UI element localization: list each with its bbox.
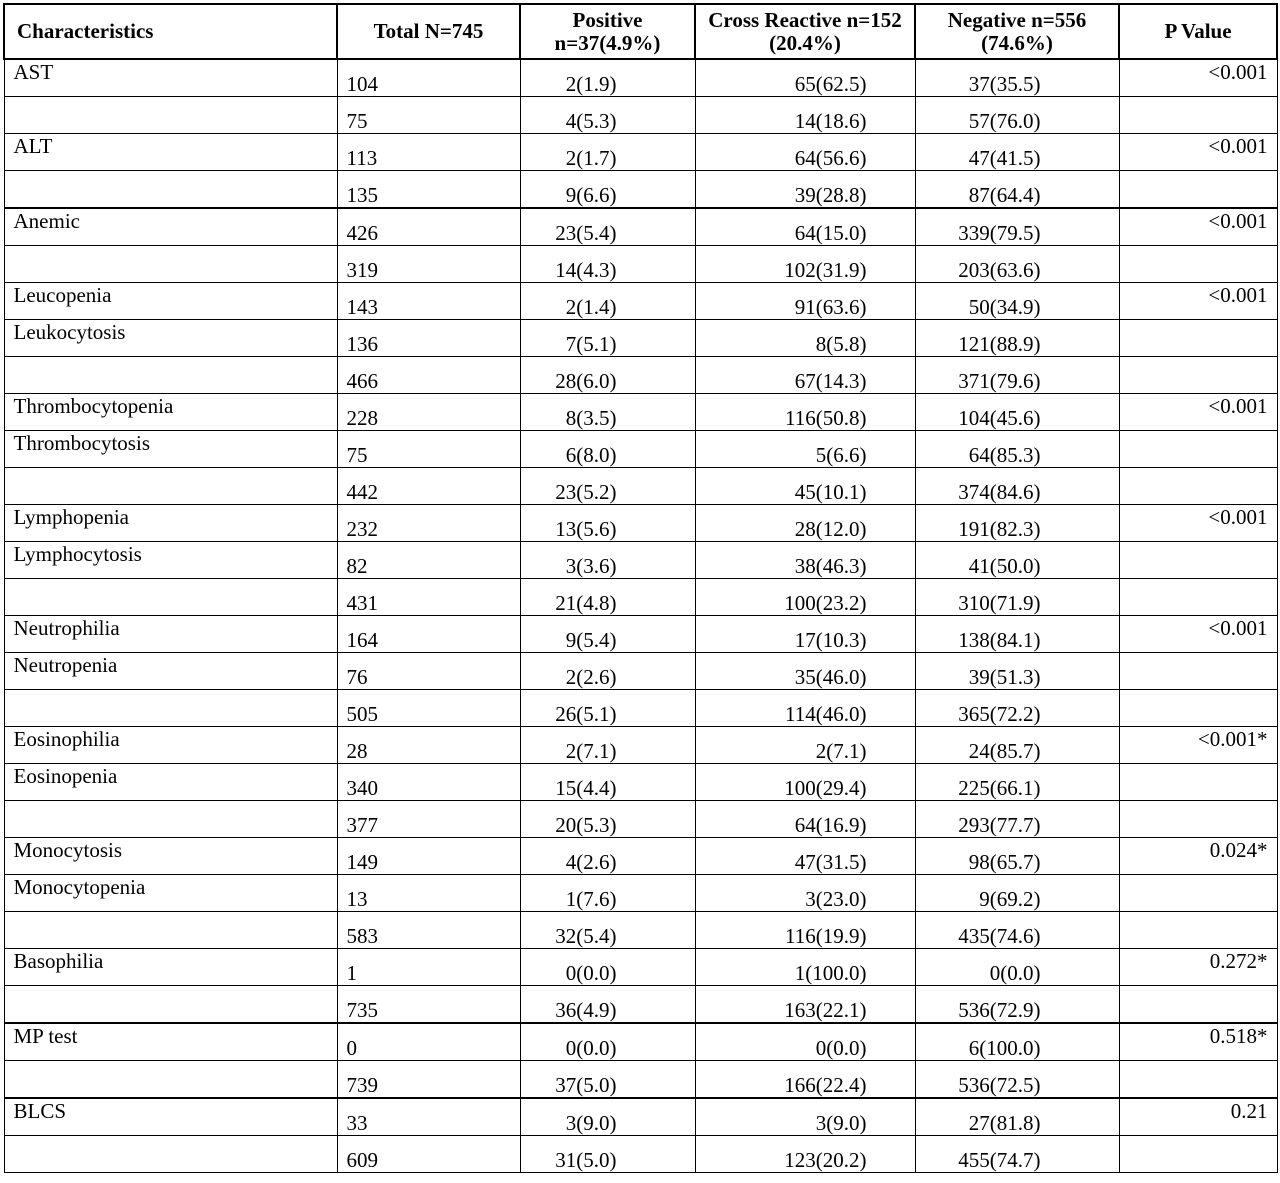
cell-p-value	[1119, 1136, 1277, 1173]
cell-characteristic: MP test	[4, 1023, 337, 1061]
cell-negative: 536(72.9)	[915, 986, 1119, 1024]
cell-cross-reactive: 166(22.4)	[695, 1061, 915, 1099]
header-cross-reactive: Cross Reactive n=152 (20.4%)	[695, 4, 915, 59]
table-row	[4, 1023, 1277, 1061]
cell-positive: 4(5.3)	[520, 97, 695, 134]
cell-positive: 23(5.2)	[520, 468, 695, 505]
cell-positive: 2(1.4)	[520, 283, 695, 320]
cell-total: 319	[337, 246, 520, 283]
cell-total: 13	[337, 875, 520, 912]
table-row	[4, 542, 1277, 579]
cell-positive: 3(3.6)	[520, 542, 695, 579]
cell-total: 609	[337, 1136, 520, 1173]
cell-characteristic: Neutrophilia	[4, 616, 337, 653]
cell-total: 232	[337, 505, 520, 542]
cell-characteristic: Monocytopenia	[4, 875, 337, 912]
cell-positive: 21(4.8)	[520, 579, 695, 616]
cell-cross-reactive: 47(31.5)	[695, 838, 915, 875]
cell-cross-reactive: 1(100.0)	[695, 949, 915, 986]
header-negative: Negative n=556 (74.6%)	[915, 4, 1119, 59]
table-row	[4, 1098, 1277, 1136]
cell-negative: 371(79.6)	[915, 357, 1119, 394]
cell-cross-reactive: 116(19.9)	[695, 912, 915, 949]
cell-cross-reactive: 65(62.5)	[695, 59, 915, 97]
cell-p-value	[1119, 579, 1277, 616]
cell-negative: 50(34.9)	[915, 283, 1119, 320]
table-row	[4, 320, 1277, 357]
cell-negative: 339(79.5)	[915, 208, 1119, 246]
header-positive: Positive n=37(4.9%)	[520, 4, 695, 59]
cell-positive: 2(1.9)	[520, 59, 695, 97]
cell-total: 505	[337, 690, 520, 727]
table-row	[4, 912, 1277, 949]
table-row	[4, 949, 1277, 986]
cell-p-value	[1119, 468, 1277, 505]
header-total: Total N=745	[337, 4, 520, 59]
table-row	[4, 394, 1277, 431]
cell-positive: 0(0.0)	[520, 1023, 695, 1061]
cell-positive: 8(3.5)	[520, 394, 695, 431]
cell-positive: 6(8.0)	[520, 431, 695, 468]
table-row	[4, 801, 1277, 838]
table-row	[4, 283, 1277, 320]
cell-p-value	[1119, 97, 1277, 134]
cell-characteristic	[4, 986, 337, 1024]
cell-cross-reactive: 123(20.2)	[695, 1136, 915, 1173]
cell-negative: 6(100.0)	[915, 1023, 1119, 1061]
table-row	[4, 208, 1277, 246]
cell-total: 431	[337, 579, 520, 616]
cell-total: 82	[337, 542, 520, 579]
cell-negative: 374(84.6)	[915, 468, 1119, 505]
cell-p-value: 0.518*	[1119, 1023, 1277, 1061]
cell-cross-reactive: 64(15.0)	[695, 208, 915, 246]
cell-positive: 32(5.4)	[520, 912, 695, 949]
cell-cross-reactive: 163(22.1)	[695, 986, 915, 1024]
cell-positive: 37(5.0)	[520, 1061, 695, 1099]
cell-total: 0	[337, 1023, 520, 1061]
cell-characteristic: Eosinophilia	[4, 727, 337, 764]
cell-total: 113	[337, 134, 520, 171]
cell-characteristic	[4, 468, 337, 505]
cell-characteristic: AST	[4, 59, 337, 97]
cell-positive: 4(2.6)	[520, 838, 695, 875]
table-row	[4, 653, 1277, 690]
cell-cross-reactive: 114(46.0)	[695, 690, 915, 727]
cell-total: 136	[337, 320, 520, 357]
cell-total: 340	[337, 764, 520, 801]
cell-cross-reactive: 8(5.8)	[695, 320, 915, 357]
cell-p-value: <0.001	[1119, 208, 1277, 246]
cell-cross-reactive: 35(46.0)	[695, 653, 915, 690]
results-table	[3, 3, 1278, 1173]
cell-total: 466	[337, 357, 520, 394]
cell-p-value	[1119, 764, 1277, 801]
cell-total: 149	[337, 838, 520, 875]
table-row	[4, 1061, 1277, 1099]
cell-characteristic	[4, 579, 337, 616]
cell-total: 228	[337, 394, 520, 431]
cell-negative: 24(85.7)	[915, 727, 1119, 764]
cell-cross-reactive: 91(63.6)	[695, 283, 915, 320]
cell-positive: 23(5.4)	[520, 208, 695, 246]
cell-characteristic: Thrombocytopenia	[4, 394, 337, 431]
cell-cross-reactive: 64(56.6)	[695, 134, 915, 171]
cell-p-value	[1119, 653, 1277, 690]
cell-negative: 191(82.3)	[915, 505, 1119, 542]
cell-negative: 87(64.4)	[915, 171, 1119, 209]
cell-p-value	[1119, 875, 1277, 912]
cell-negative: 57(76.0)	[915, 97, 1119, 134]
cell-total: 76	[337, 653, 520, 690]
cell-p-value: <0.001	[1119, 134, 1277, 171]
cell-positive: 15(4.4)	[520, 764, 695, 801]
table-row	[4, 616, 1277, 653]
cell-negative: 455(74.7)	[915, 1136, 1119, 1173]
cell-characteristic: Basophilia	[4, 949, 337, 986]
cell-positive: 3(9.0)	[520, 1098, 695, 1136]
cell-negative: 39(51.3)	[915, 653, 1119, 690]
cell-positive: 2(1.7)	[520, 134, 695, 171]
cell-characteristic: Thrombocytosis	[4, 431, 337, 468]
cell-total: 164	[337, 616, 520, 653]
cell-cross-reactive: 5(6.6)	[695, 431, 915, 468]
cell-negative: 310(71.9)	[915, 579, 1119, 616]
cell-characteristic: Monocytosis	[4, 838, 337, 875]
cell-total: 143	[337, 283, 520, 320]
table-row	[4, 579, 1277, 616]
table-row	[4, 468, 1277, 505]
cell-p-value	[1119, 912, 1277, 949]
cell-cross-reactive: 67(14.3)	[695, 357, 915, 394]
cell-cross-reactive: 3(23.0)	[695, 875, 915, 912]
cell-characteristic	[4, 1061, 337, 1099]
cell-characteristic: BLCS	[4, 1098, 337, 1136]
cell-total: 75	[337, 97, 520, 134]
cell-positive: 20(5.3)	[520, 801, 695, 838]
cell-total: 377	[337, 801, 520, 838]
cell-positive: 7(5.1)	[520, 320, 695, 357]
table-row	[4, 171, 1277, 209]
header-p-value: P Value	[1119, 4, 1277, 59]
cell-characteristic	[4, 171, 337, 209]
table-row	[4, 134, 1277, 171]
cell-characteristic	[4, 357, 337, 394]
cell-cross-reactive: 0(0.0)	[695, 1023, 915, 1061]
cell-total: 104	[337, 59, 520, 97]
cell-p-value	[1119, 690, 1277, 727]
header-characteristics: Characteristics	[4, 4, 337, 59]
cell-characteristic: Lymphopenia	[4, 505, 337, 542]
cell-p-value: <0.001*	[1119, 727, 1277, 764]
cell-total: 739	[337, 1061, 520, 1099]
cell-positive: 36(4.9)	[520, 986, 695, 1024]
cell-characteristic: ALT	[4, 134, 337, 171]
cell-p-value: <0.001	[1119, 394, 1277, 431]
cell-cross-reactive: 38(46.3)	[695, 542, 915, 579]
cell-negative: 104(45.6)	[915, 394, 1119, 431]
cell-total: 1	[337, 949, 520, 986]
table-row	[4, 505, 1277, 542]
table-row	[4, 838, 1277, 875]
cell-negative: 536(72.5)	[915, 1061, 1119, 1099]
table-row	[4, 1136, 1277, 1173]
cell-total: 583	[337, 912, 520, 949]
cell-characteristic: Neutropenia	[4, 653, 337, 690]
cell-cross-reactive: 3(9.0)	[695, 1098, 915, 1136]
cell-positive: 1(7.6)	[520, 875, 695, 912]
cell-p-value	[1119, 171, 1277, 209]
cell-characteristic: Leukocytosis	[4, 320, 337, 357]
cell-positive: 26(5.1)	[520, 690, 695, 727]
cell-negative: 47(41.5)	[915, 134, 1119, 171]
cell-p-value: <0.001	[1119, 616, 1277, 653]
cell-positive: 2(7.1)	[520, 727, 695, 764]
cell-cross-reactive: 116(50.8)	[695, 394, 915, 431]
cell-negative: 37(35.5)	[915, 59, 1119, 97]
table-row	[4, 690, 1277, 727]
cell-p-value	[1119, 1061, 1277, 1099]
cell-cross-reactive: 2(7.1)	[695, 727, 915, 764]
cell-negative: 293(77.7)	[915, 801, 1119, 838]
cell-p-value	[1119, 246, 1277, 283]
cell-total: 75	[337, 431, 520, 468]
cell-negative: 9(69.2)	[915, 875, 1119, 912]
cell-characteristic: Leucopenia	[4, 283, 337, 320]
cell-positive: 9(6.6)	[520, 171, 695, 209]
cell-p-value	[1119, 431, 1277, 468]
table-row	[4, 986, 1277, 1024]
cell-cross-reactive: 45(10.1)	[695, 468, 915, 505]
cell-negative: 138(84.1)	[915, 616, 1119, 653]
table-body	[4, 59, 1277, 1173]
cell-negative: 203(63.6)	[915, 246, 1119, 283]
cell-cross-reactive: 14(18.6)	[695, 97, 915, 134]
cell-characteristic	[4, 246, 337, 283]
cell-characteristic	[4, 690, 337, 727]
cell-cross-reactive: 64(16.9)	[695, 801, 915, 838]
cell-cross-reactive: 100(23.2)	[695, 579, 915, 616]
table-row	[4, 727, 1277, 764]
cell-negative: 41(50.0)	[915, 542, 1119, 579]
cell-p-value	[1119, 320, 1277, 357]
cell-negative: 98(65.7)	[915, 838, 1119, 875]
cell-p-value: 0.272*	[1119, 949, 1277, 986]
cell-negative: 121(88.9)	[915, 320, 1119, 357]
table-row	[4, 764, 1277, 801]
cell-p-value: <0.001	[1119, 283, 1277, 320]
cell-negative: 64(85.3)	[915, 431, 1119, 468]
cell-negative: 225(66.1)	[915, 764, 1119, 801]
cell-negative: 0(0.0)	[915, 949, 1119, 986]
cell-characteristic	[4, 1136, 337, 1173]
table-row	[4, 246, 1277, 283]
cell-positive: 2(2.6)	[520, 653, 695, 690]
cell-p-value: <0.001	[1119, 59, 1277, 97]
cell-p-value: <0.001	[1119, 505, 1277, 542]
cell-positive: 13(5.6)	[520, 505, 695, 542]
cell-cross-reactive: 39(28.8)	[695, 171, 915, 209]
cell-positive: 28(6.0)	[520, 357, 695, 394]
cell-negative: 27(81.8)	[915, 1098, 1119, 1136]
cell-total: 28	[337, 727, 520, 764]
cell-cross-reactive: 17(10.3)	[695, 616, 915, 653]
cell-total: 426	[337, 208, 520, 246]
cell-characteristic: Lymphocytosis	[4, 542, 337, 579]
table-row	[4, 59, 1277, 97]
cell-total: 135	[337, 171, 520, 209]
header-row	[4, 4, 1277, 59]
table-row	[4, 875, 1277, 912]
cell-p-value	[1119, 357, 1277, 394]
table-row	[4, 357, 1277, 394]
cell-characteristic: Anemic	[4, 208, 337, 246]
cell-p-value: 0.024*	[1119, 838, 1277, 875]
cell-characteristic	[4, 97, 337, 134]
cell-characteristic	[4, 801, 337, 838]
table-row	[4, 97, 1277, 134]
cell-p-value	[1119, 542, 1277, 579]
cell-positive: 9(5.4)	[520, 616, 695, 653]
cell-positive: 31(5.0)	[520, 1136, 695, 1173]
cell-positive: 14(4.3)	[520, 246, 695, 283]
cell-p-value: 0.21	[1119, 1098, 1277, 1136]
cell-total: 735	[337, 986, 520, 1024]
cell-cross-reactive: 102(31.9)	[695, 246, 915, 283]
cell-p-value	[1119, 986, 1277, 1024]
cell-negative: 435(74.6)	[915, 912, 1119, 949]
cell-characteristic: Eosinopenia	[4, 764, 337, 801]
cell-cross-reactive: 100(29.4)	[695, 764, 915, 801]
cell-negative: 365(72.2)	[915, 690, 1119, 727]
cell-total: 442	[337, 468, 520, 505]
cell-p-value	[1119, 801, 1277, 838]
cell-cross-reactive: 28(12.0)	[695, 505, 915, 542]
cell-characteristic	[4, 912, 337, 949]
table-row	[4, 431, 1277, 468]
cell-positive: 0(0.0)	[520, 949, 695, 986]
cell-total: 33	[337, 1098, 520, 1136]
